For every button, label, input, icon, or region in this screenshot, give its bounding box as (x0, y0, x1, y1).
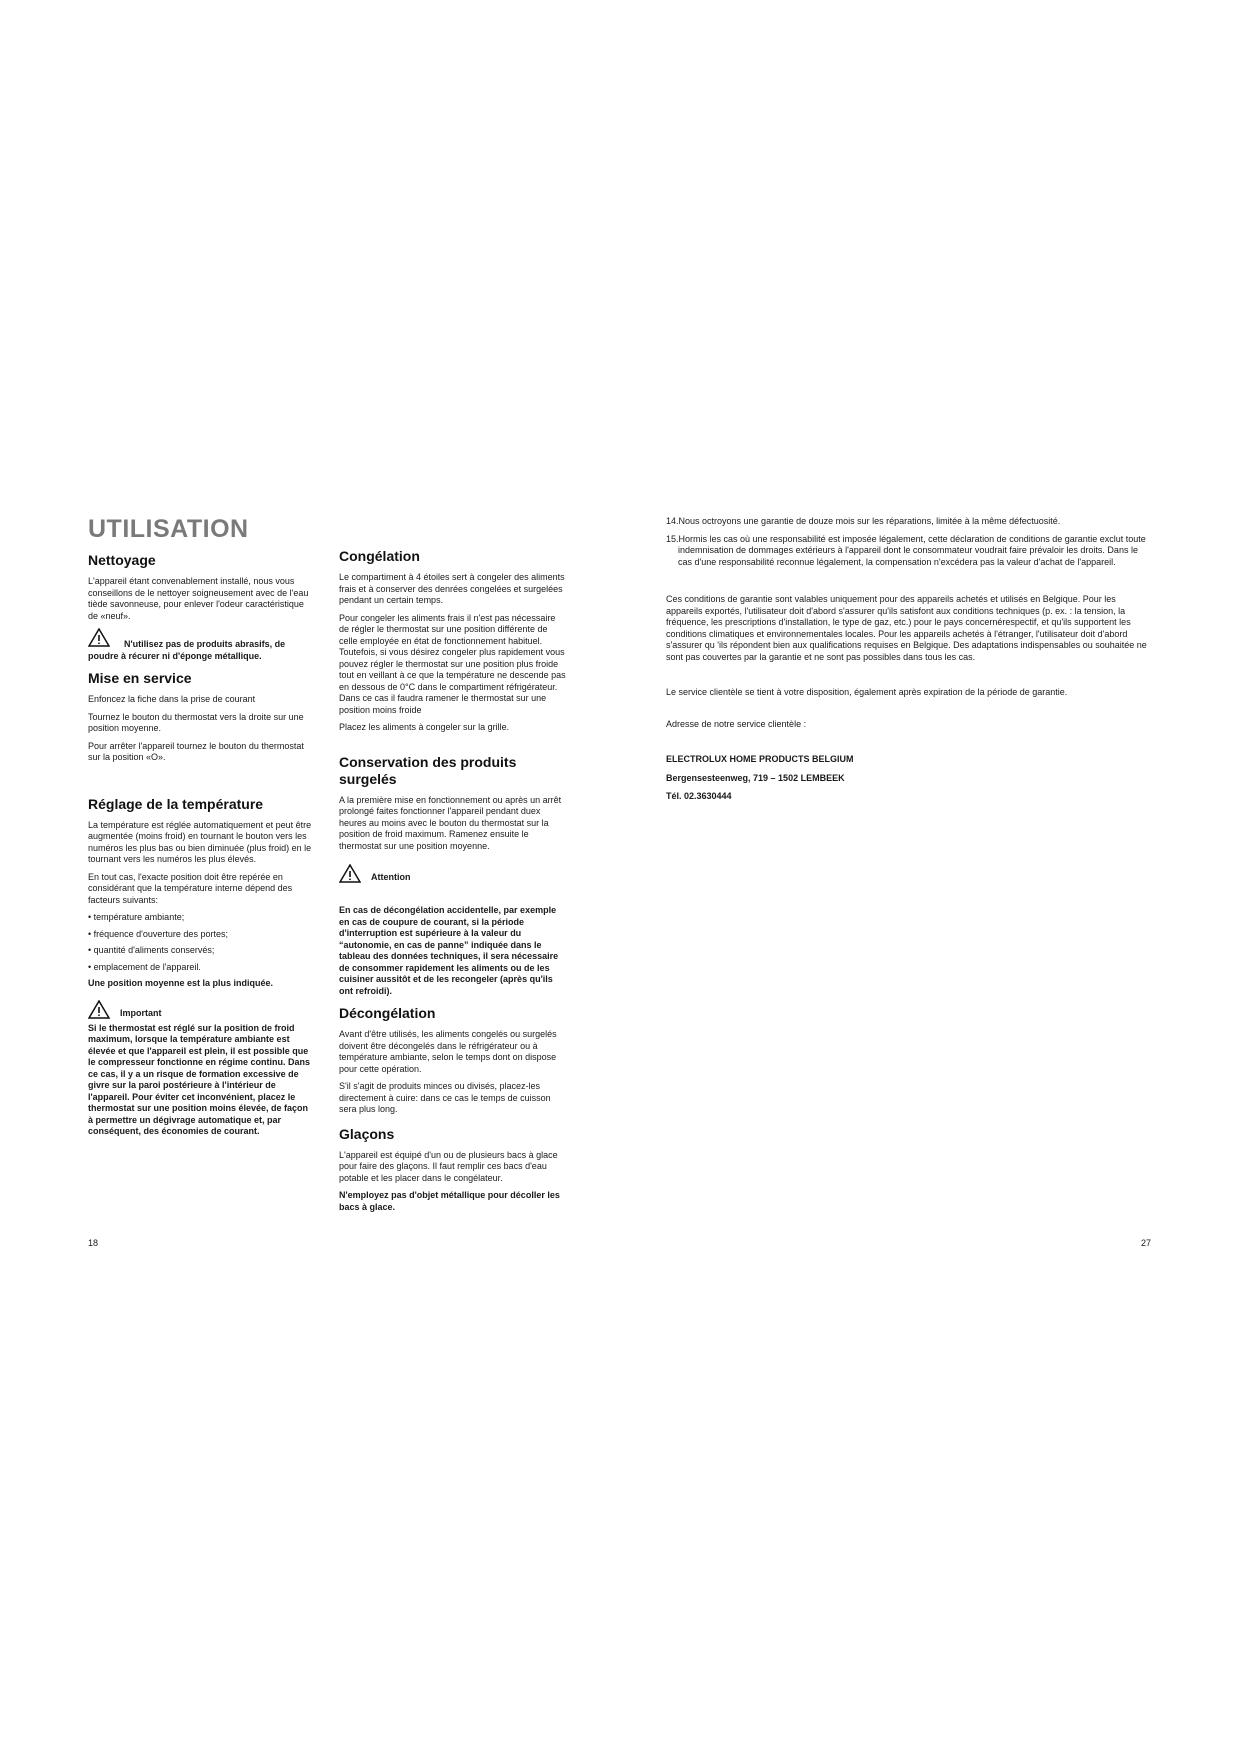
page-number-right: 27 (1141, 1238, 1152, 1248)
guarantee-item-14: 14.Nous octroyons une garantie de douze mois sur les réparations, limitée à la même défectuosité. (666, 516, 1061, 526)
glacons-p1: L'appareil est équipé d'un ou de plusieurs bacs à glace pour faire des glaçons. Il faut remplir ces bacs d'eau potable et les placer dans le congélateur. (339, 1149, 558, 1183)
page-title: UTILISATION (88, 515, 249, 543)
list-item: • quantité d'aliments conservés; (88, 945, 215, 955)
congelation-p3: Placez les aliments à congeler sur la grille. (339, 722, 510, 732)
company-phone: Tél. 02.3630444 (666, 791, 732, 801)
congelation-p2: Pour congeler les aliments frais il n'est pas nécessaire de régler le thermostat sur une position différente de celle employée en état de fonctionnement habituel. Toutefois, si vous désirez congeler plus rapidement vous pouvez régler le thermostat sur une position plus froide tout en veillant à ce que la température ne descende pas en dessous de 0°C dans le compartiment réfrigérateur. Dans ce cas il faudra ramener le thermostat sur une position moins froide (339, 612, 566, 715)
guarantee-list (666, 516, 1150, 568)
mise-en-service-p2: Tournez le bouton du thermostat vers la droite sur une position moyenne. (88, 711, 304, 733)
glacons-p2: N'employez pas d'objet métallique pour décoller les bacs à glace. (339, 1190, 560, 1212)
reglage-p1: La température est réglée automatiquement et peut être augmentée (moins froid) en tournant le bouton vers les numéros les plus bas ou bien diminuée (plus froid) en le tournant vers les numéros les plus élevés. (88, 819, 312, 864)
right-column (666, 516, 1150, 809)
important-label: Important (120, 1007, 162, 1018)
nettoyage-warning (88, 628, 312, 662)
list-item: • emplacement de l'appareil. (88, 961, 201, 972)
heading-mise-en-service: Mise en service (88, 670, 192, 686)
service-text: Le service clientèle se tient à votre disposition, également après expiration de la période de garantie. (666, 687, 1068, 697)
factor-list (88, 912, 312, 973)
attention-text: En cas de décongélation accidentelle, par exemple en cas de coupure de courant, si la période d'interruption est supérieure à la valeur du “autonomie, en cas de panne” indiquée dans le tableau des données techniques, il sera nécessaire de consommer rapidement les aliments ou de les cuisiner aussitôt et de les recongeler (après qu'ils ont refroidi). (339, 905, 559, 996)
important-text: Si le thermostat est réglé sur la position de froid maximum, lorsque la température ambiante est élevée et que l'appareil est plein, il est possible que le compresseur fonctionne en régime continu. Dans ce cas, il y a un risque de formation excessive de givre sur la paroi postérieure à l'intérieur de l'appareil. Pour éviter cet inconvénient, placez le thermostat sur une position moins élevée, de façon à permettre un dégivrage automatique et, par conséquent, des économies de courant. (88, 1022, 311, 1136)
congelation-p1: Le compartiment à 4 étoiles sert à congeler des aliments frais et à conserver des denrées congelées et surgelées pendant un certain temps. (339, 572, 565, 605)
page-number-left: 18 (88, 1238, 99, 1248)
conditions-text: Ces conditions de garantie sont valables uniquement pour des appareils achetés et utilisés en Belgique. Pour les appareils exportés, l'utilisateur doit d'abord s'assurer qu'ils satisfont aux conditions techniques (p. ex. : la tension, la fréquence, les prescriptions d'installation, le type de gaz, etc.) pour le pays concernérespectif, et qu'ils supportent les conditions climatiques et environnementales locales. Pour les appareils achetés à l'étranger, l'utilisateur doit d'abord s'assurer qu 'ils répondent bien aux qualifications requises en Belgique. Des adaptations indispensables ou souhaitée ne sont pas couvertes par la garantie et ne sont pas possibles dans tous les cas. (666, 594, 1147, 662)
company-name: ELECTROLUX HOME PRODUCTS BELGIUM (666, 754, 854, 764)
nettoyage-text: L'appareil étant convenablement installé, nous vous conseillons de le nettoyer soigneusement avec de l'eau tiède savonneuse, pour enlever l'odeur caractéristique de «neuf». (88, 576, 309, 621)
decongelation-p2: S'il s'agit de produits minces ou divisés, placez-les directement à cuire: dans ce cas le temps de cuisson sera plus long. (339, 1081, 551, 1114)
list-item: • fréquence d'ouverture des portes; (88, 928, 228, 939)
guarantee-item-15: 15.Hormis les cas où une responsabilité est imposée légalement, cette déclaration de conditions de garantie exclut toute indemnisation de dommages extérieurs à l'appareil dont le consommateur voudrait faire prévaloir les droits. Dans le cas d'une responsabilité reconnue légalement, la compensation n'excédera pas la valeur d'achat de l'appareil. (666, 533, 1146, 567)
heading-conservation: Conservation des produits surgelés (339, 753, 517, 787)
heading-nettoyage: Nettoyage (88, 552, 156, 568)
warning-icon (339, 864, 361, 883)
heading-glacons: Glaçons (339, 1125, 395, 1142)
warning-icon (88, 1000, 110, 1019)
conservation-p1: A la première mise en fonctionnement ou après un arrêt prolongé faites fonctionner l'appareil pendant duex heures au moins avec le bouton du thermostat sur la position de froid maximum. Ramenez ensuite le thermostat sur une position moyenne. (339, 794, 562, 851)
heading-reglage: Réglage de la température (88, 795, 264, 812)
reglage-p3: Une position moyenne est la plus indiquée. (88, 978, 274, 988)
attention-header (339, 864, 567, 883)
mise-en-service-p1: Enfoncez la fiche dans la prise de courant (88, 694, 256, 704)
important-header (88, 1000, 312, 1019)
address-label: Adresse de notre service clientèle : (666, 718, 807, 729)
heading-congelation: Congélation (339, 548, 420, 564)
middle-column (339, 548, 567, 1219)
attention-label: Attention (371, 872, 411, 882)
list-item: • température ambiante; (88, 912, 185, 922)
heading-decongelation: Décongélation (339, 1005, 436, 1021)
decongelation-p1: Avant d'être utilisés, les aliments congelés ou surgelés doivent être décongelés dans le réfrigérateur ou à température ambiante, selon le temps dont on dispose pour cette opération. (339, 1029, 557, 1074)
left-column (88, 515, 312, 1144)
company-street: Bergensesteenweg, 719 – 1502 LEMBEEK (666, 772, 845, 783)
nettoyage-warning-text: N'utilisez pas de produits abrasifs, de poudre à récurer ni d'éponge métallique. (88, 639, 286, 661)
reglage-p2: En tout cas, l'exacte position doit être repérée en considérant que la température interne dépend des facteurs suivants: (88, 871, 293, 905)
warning-icon (88, 628, 110, 647)
mise-en-service-p3: Pour arrêter l'appareil tournez le bouton du thermostat sur la position «O». (88, 740, 304, 762)
